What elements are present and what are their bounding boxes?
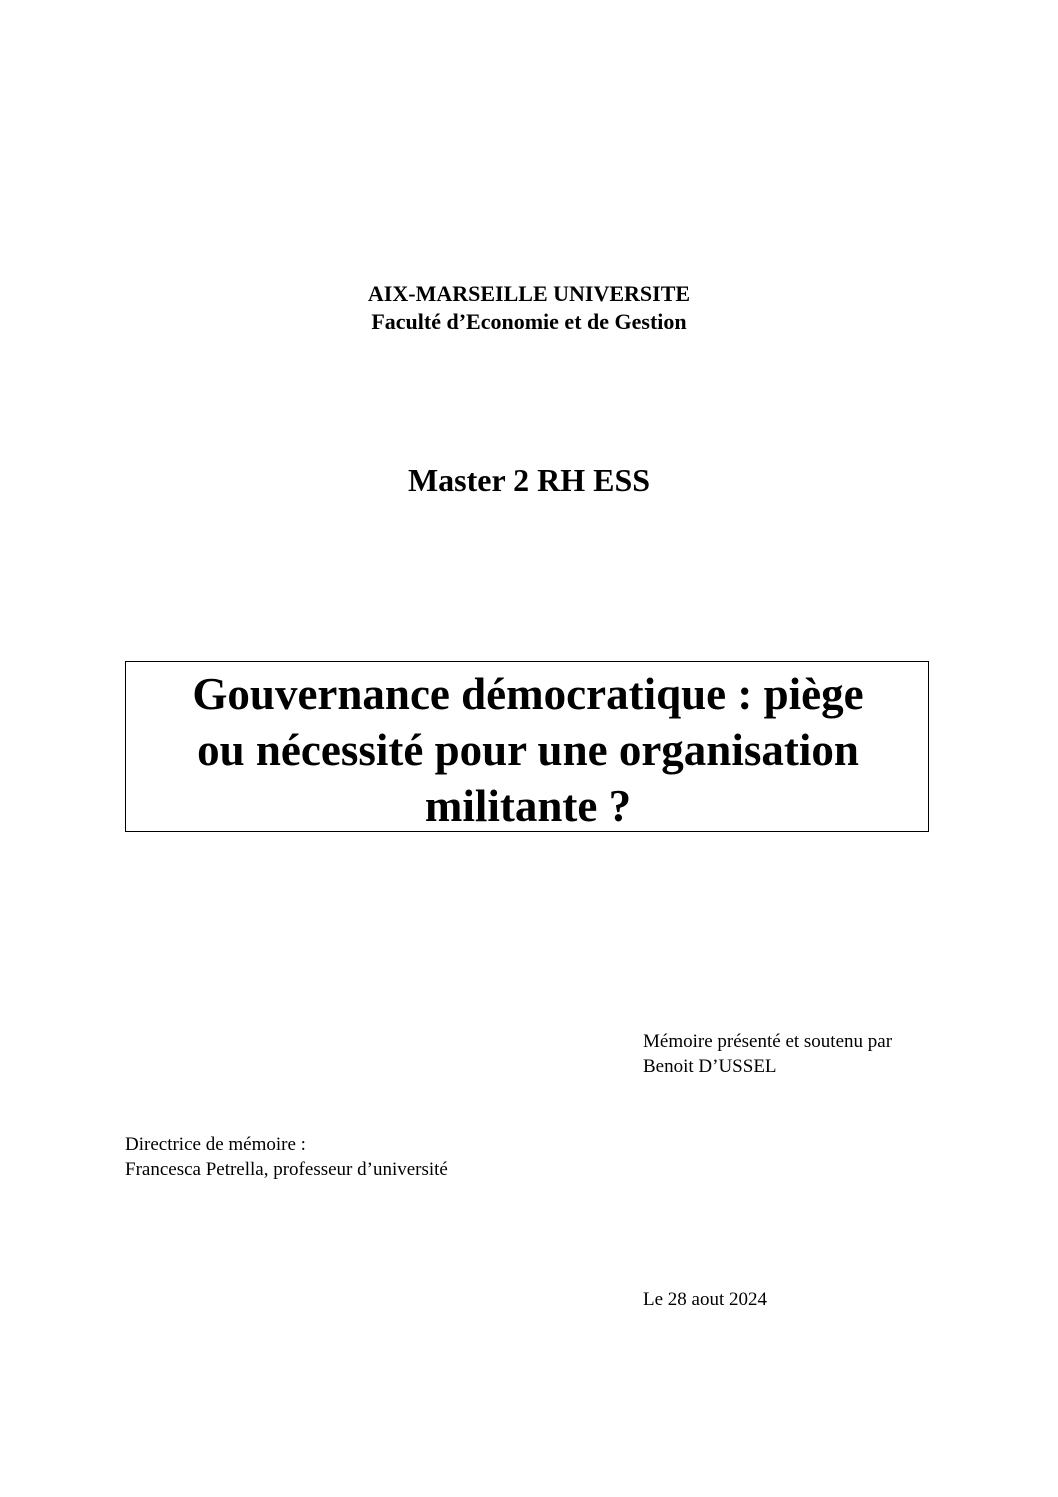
presented-by-label: Mémoire présenté et soutenu par — [643, 1031, 893, 1052]
program-name: Master 2 RH ESS — [407, 462, 651, 498]
thesis-title-line-2: ou nécessité pour une organisation — [197, 725, 859, 775]
thesis-title-box — [125, 661, 929, 832]
supervisor-label: Directrice de mémoire : — [125, 1134, 306, 1155]
thesis-title-line-3: militante ? — [424, 781, 632, 831]
university-name: AIX-MARSEILLE UNIVERSITE — [367, 281, 691, 306]
submission-date: Le 28 aout 2024 — [643, 1289, 768, 1310]
faculty-name: Faculté d’Economie et de Gestion — [371, 309, 687, 334]
author-name: Benoit D’USSEL — [643, 1056, 777, 1077]
thesis-title-line-1: Gouvernance démocratique : piège — [192, 669, 864, 719]
supervisor-name: Francesca Petrella, professeur d’université — [125, 1159, 448, 1180]
